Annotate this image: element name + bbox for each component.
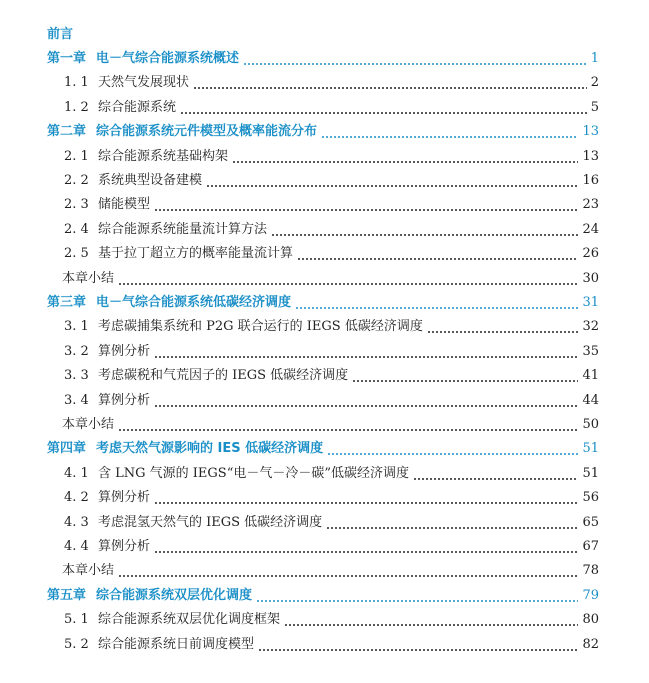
toc-entry-number: 2. 4: [64, 221, 89, 237]
toc-entry-text: 天然气发展现状: [98, 75, 190, 91]
dot-leader: [352, 366, 578, 386]
toc-entry-number: 4. 1: [64, 465, 89, 481]
toc-entry-text: 含 LNG 气源的 IEGS“电－气－冷－碳”低碳经济调度: [98, 465, 409, 481]
toc-entry-number: 第一章: [47, 51, 87, 66]
toc-section-row[interactable]: [0, 391, 649, 411]
toc-entry-title: [0, 269, 114, 289]
dot-leader: [118, 415, 578, 435]
toc-entry-title: [0, 122, 317, 142]
toc-page-number: 35: [582, 343, 599, 359]
dot-leader: [118, 561, 578, 581]
toc-entry-title: [0, 513, 322, 533]
toc-page-number: 13: [582, 148, 599, 164]
toc-summary-row[interactable]: [0, 561, 649, 581]
toc-entry-text: 综合能源系统日前调度模型: [98, 636, 255, 652]
toc-entry-text: 算例分析: [98, 490, 151, 506]
toc-entry-title: [0, 366, 348, 386]
toc-chapter-row[interactable]: [0, 439, 649, 459]
toc-entry-number: 5. 1: [64, 612, 89, 628]
toc-entry-number: 4. 3: [64, 514, 89, 530]
toc-entry-title: [0, 342, 150, 362]
toc-entry-text: 综合能源系统基础构架: [98, 148, 229, 164]
toc-entry-title: [0, 73, 189, 93]
toc-entry-text: 综合能源系统能量流计算方法: [98, 221, 268, 237]
toc-section-row[interactable]: [0, 366, 649, 386]
toc-entry-text: 考虑碳捕集系统和 P2G 联合运行的 IEGS 低碳经济调度: [98, 319, 423, 335]
dot-leader: [232, 147, 578, 167]
preface-heading[interactable]: 前言: [47, 27, 74, 42]
toc-chapter-row[interactable]: [0, 293, 649, 313]
dot-leader: [427, 317, 579, 337]
toc-section-row[interactable]: [0, 220, 649, 240]
toc-chapter-row[interactable]: [0, 586, 649, 606]
toc-entry-title: [0, 488, 150, 508]
toc-entry-number: 4. 2: [64, 490, 89, 506]
dot-leader: [413, 464, 578, 484]
toc-section-row[interactable]: [0, 342, 649, 362]
dot-leader: [154, 488, 578, 508]
dot-leader: [243, 49, 587, 69]
toc-page-number: 51: [582, 441, 599, 457]
toc-page-number: 1: [590, 51, 599, 66]
toc-entry-number: 3. 3: [64, 368, 89, 384]
toc-entry-text: 考虑天然气源影响的 IES 低碳经济调度: [96, 441, 324, 457]
toc-entry-title: [0, 293, 291, 313]
toc-chapter-row[interactable]: [0, 122, 649, 142]
toc-entry-number: 4. 4: [64, 539, 89, 554]
dot-leader: [193, 73, 587, 93]
toc-entry-number: 3. 4: [64, 392, 89, 408]
toc-entry-number: 1. 2: [64, 99, 89, 115]
toc-entry-text: 综合能源系统双层优化调度: [96, 587, 253, 603]
toc-entry-title: [0, 439, 323, 459]
toc-entry-text: 算例分析: [98, 539, 151, 554]
toc-entry-number: 第五章: [47, 587, 87, 603]
toc-entry-text: 系统典型设备建模: [98, 173, 203, 188]
toc-entry-number: 2. 2: [64, 173, 89, 188]
toc-entry-number: 第二章: [47, 124, 87, 140]
dot-leader: [256, 586, 578, 606]
toc-entry-text: 算例分析: [98, 343, 151, 359]
toc-section-row[interactable]: [0, 317, 649, 337]
toc-entry-text: 本章小结: [62, 563, 115, 579]
toc-page-number: 16: [582, 173, 599, 188]
dot-leader: [154, 391, 578, 411]
toc-entry-title: [0, 49, 239, 69]
toc-entry-title: [0, 244, 293, 264]
toc-entry-text: 考虑碳税和气荒因子的 IEGS 低碳经济调度: [98, 368, 349, 384]
toc-page-number: 31: [582, 295, 599, 310]
toc-entry-text: 综合能源系统: [98, 99, 177, 115]
toc-section-row[interactable]: [0, 488, 649, 508]
toc-page-number: 2: [590, 75, 599, 91]
toc-entry-text: 算例分析: [98, 392, 151, 408]
toc-entry-text: 储能模型: [98, 197, 151, 213]
dot-leader: [154, 342, 578, 362]
toc-page-number: 32: [582, 319, 599, 335]
dot-leader: [297, 244, 578, 264]
dot-leader: [326, 513, 578, 533]
toc-entry-number: 2. 1: [64, 148, 89, 164]
toc-entry-title: [0, 147, 228, 167]
dot-leader: [284, 610, 578, 630]
dot-leader: [180, 98, 587, 118]
toc-page-number: 65: [582, 514, 599, 530]
toc-section-row[interactable]: [0, 171, 649, 191]
toc-entry-text: 综合能源系统元件模型及概率能流分布: [96, 124, 318, 140]
dot-leader: [206, 171, 578, 191]
toc-entry-text: 本章小结: [62, 417, 115, 432]
toc-page-number: 50: [582, 417, 599, 432]
toc-page-number: 41: [582, 368, 599, 384]
dot-leader: [271, 220, 578, 240]
toc-page-number: 56: [582, 490, 599, 506]
toc-entry-number: 3. 1: [64, 319, 89, 335]
toc-summary-row[interactable]: [0, 415, 649, 435]
toc-page-number: 78: [582, 563, 599, 579]
dot-leader: [295, 293, 578, 313]
dot-leader: [327, 439, 578, 459]
toc-page-number: 26: [582, 246, 599, 262]
toc-entry-title: [0, 586, 252, 606]
toc-section-row[interactable]: [0, 98, 649, 118]
toc-entry-text: 考虑混氢天然气的 IEGS 低碳经济调度: [98, 514, 323, 530]
toc-page-number: 23: [582, 197, 599, 213]
toc-entry-title: [0, 561, 114, 581]
toc-entry-number: 1. 1: [64, 75, 89, 91]
toc-entry-text: 基于拉丁超立方的概率能量流计算: [98, 246, 294, 262]
toc-section-row[interactable]: [0, 244, 649, 264]
toc-entry-title: [0, 317, 423, 337]
toc-entry-number: 第三章: [47, 295, 87, 310]
toc-page-number: 5: [590, 99, 599, 115]
toc-chapter-row[interactable]: [0, 49, 649, 69]
toc-entry-number: 5. 2: [64, 636, 89, 652]
toc-page-number: 51: [582, 465, 599, 481]
toc-page-number: 13: [582, 124, 599, 140]
toc-page-number: 79: [582, 587, 599, 603]
toc-entry-title: [0, 415, 114, 435]
toc-entry-title: [0, 464, 409, 484]
toc-entry-title: [0, 635, 254, 655]
toc-section-row[interactable]: [0, 464, 649, 484]
toc-entry-title: [0, 171, 202, 191]
dot-leader: [321, 122, 578, 142]
toc-page-number: 24: [582, 221, 599, 237]
toc-entry-title: [0, 220, 267, 240]
toc-page-number: 67: [582, 539, 599, 554]
toc-entry-text: 电－气综合能源系统概述: [96, 51, 240, 66]
dot-leader: [118, 269, 578, 289]
toc-entry-title: [0, 98, 176, 118]
toc-page-number: 30: [582, 270, 599, 286]
toc-entry-text: 本章小结: [62, 270, 115, 286]
toc-section-row[interactable]: [0, 147, 649, 167]
toc-section-row[interactable]: [0, 513, 649, 533]
toc-entry-number: 2. 3: [64, 197, 89, 213]
toc-page-number: 44: [582, 392, 599, 408]
toc-entry-title: [0, 610, 280, 630]
toc-entry-title: [0, 537, 150, 557]
toc-section-row[interactable]: [0, 610, 649, 630]
dot-leader: [154, 195, 578, 215]
toc-section-row[interactable]: [0, 73, 649, 93]
toc-page-number: 80: [582, 612, 599, 628]
dot-leader: [258, 635, 578, 655]
toc-summary-row[interactable]: [0, 269, 649, 289]
toc-entry-number: 2. 5: [64, 246, 89, 262]
toc-entry-title: [0, 391, 150, 411]
toc-entry-text: 综合能源系统双层优化调度框架: [98, 612, 281, 628]
toc-section-row[interactable]: [0, 195, 649, 215]
toc-entry-number: 第四章: [47, 441, 87, 457]
toc-entry-text: 电－气综合能源系统低碳经济调度: [96, 295, 292, 310]
toc-entry-number: 3. 2: [64, 343, 89, 359]
toc-entry-title: [0, 195, 150, 215]
toc-section-row[interactable]: [0, 635, 649, 655]
dot-leader: [154, 537, 578, 557]
toc-page-number: 82: [582, 636, 599, 652]
toc-section-row[interactable]: [0, 537, 649, 557]
